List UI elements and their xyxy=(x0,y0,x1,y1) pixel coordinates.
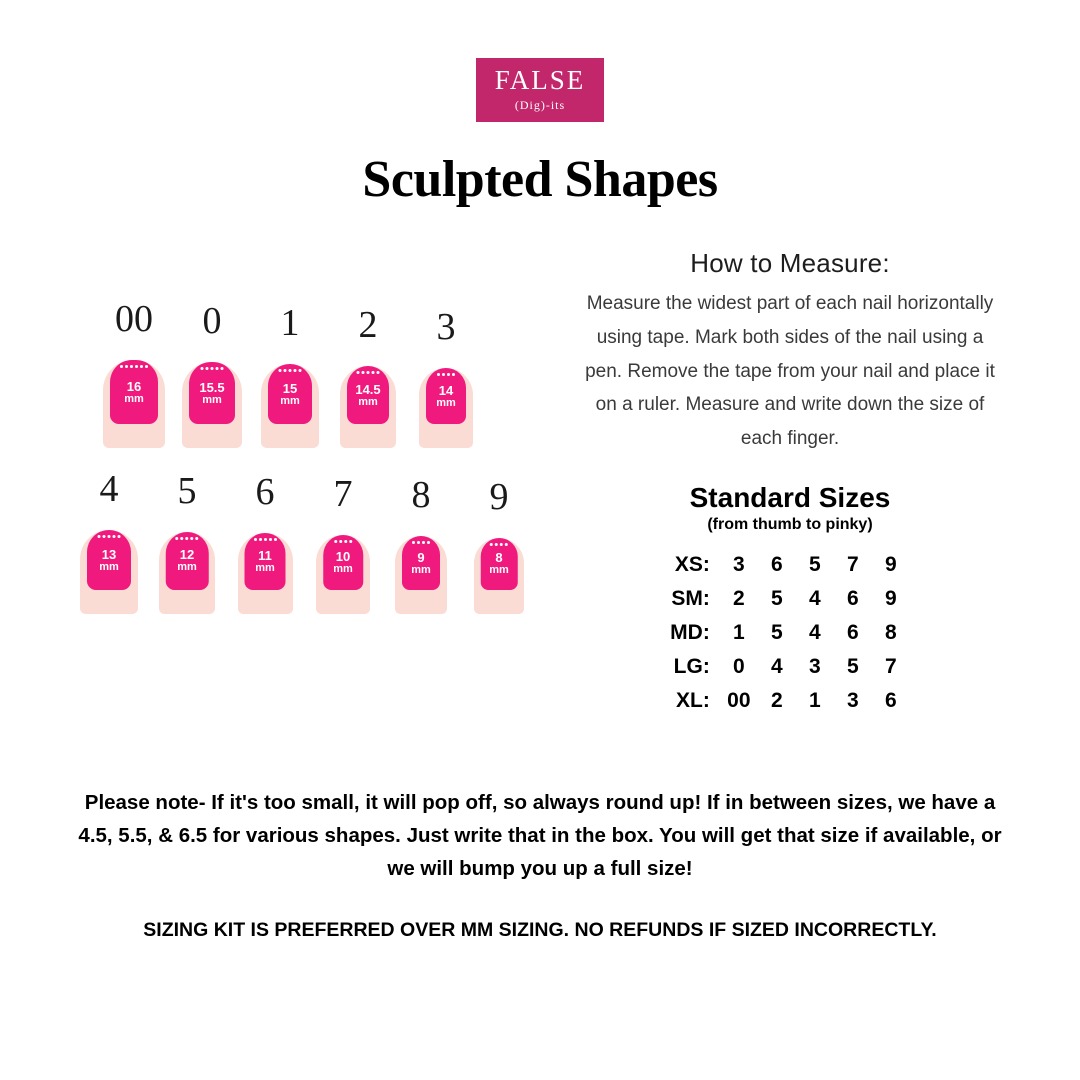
nail-size-cell xyxy=(95,300,173,448)
size-table-row xyxy=(670,582,910,616)
size-table-row xyxy=(670,650,910,684)
standard-sizes-table xyxy=(670,548,910,718)
size-table-value: 1 xyxy=(808,689,821,713)
nail-size-cell xyxy=(460,475,538,615)
cuticle-dots-icon xyxy=(437,373,455,376)
nail-size-cell xyxy=(304,472,382,615)
finger-illustration xyxy=(395,536,447,614)
nail-size-cell xyxy=(70,470,148,614)
nail-mm-value: 8 xyxy=(495,550,503,566)
finger-illustration xyxy=(103,360,165,448)
nail-mm-unit: mm xyxy=(436,396,456,409)
size-table-value: 2 xyxy=(770,689,783,713)
cuticle-dots-icon xyxy=(120,365,148,368)
nail-plate xyxy=(268,364,312,424)
nail-mm-value: 14 xyxy=(438,382,454,398)
nail-mm-value: 14.5 xyxy=(355,381,381,397)
nail-row-lower xyxy=(70,470,560,614)
size-table-value: 1 xyxy=(732,621,745,645)
cuticle-dots-icon xyxy=(98,535,121,538)
standard-sizes-subheading: (from thumb to pinky) xyxy=(707,516,873,534)
finger-illustration xyxy=(419,368,473,448)
size-table-value: 5 xyxy=(846,655,859,679)
size-table-value: 3 xyxy=(732,553,745,577)
nail-size-chart xyxy=(70,300,560,614)
page-title: Sculpted Shapes xyxy=(362,151,718,208)
finger-illustration xyxy=(261,364,319,448)
size-table-label: LG: xyxy=(673,655,710,679)
nail-size-number: 8 xyxy=(411,474,431,516)
nail-mm-unit: mm xyxy=(489,564,509,577)
nail-plate xyxy=(166,532,209,591)
size-table-row xyxy=(670,548,910,582)
nail-size-cell xyxy=(382,476,460,614)
size-table-value: 3 xyxy=(808,655,821,679)
size-table-value: 00 xyxy=(727,689,751,713)
logo-main-text: FALSE xyxy=(494,65,586,95)
finger-illustration xyxy=(182,362,242,448)
size-table-value: 4 xyxy=(770,655,783,679)
nail-mm-value: 13 xyxy=(101,546,117,562)
note-rounding: Please note- If it's too small, it will pop off, so always round up! If in between sizes, we have a 4.5, 5.5, & 6.5 for various shapes. Just write that in the box. You will get that size if available, or we will bump you up a full size! xyxy=(78,791,1002,881)
nail-size-cell xyxy=(226,473,304,614)
cuticle-dots-icon xyxy=(254,538,277,541)
nail-size-number: 4 xyxy=(99,468,119,510)
nail-size-number: 9 xyxy=(489,475,509,518)
nail-mm-value: 12 xyxy=(179,547,195,563)
size-table-value: 3 xyxy=(846,689,859,713)
nail-mm-unit: mm xyxy=(411,563,431,576)
cuticle-dots-icon xyxy=(176,537,199,540)
logo-sub-text: (Dig)-its xyxy=(514,98,566,112)
size-table-value: 0 xyxy=(732,655,745,679)
nail-plate xyxy=(189,362,235,424)
nail-mm-unit: mm xyxy=(255,562,275,574)
size-table-label: XS: xyxy=(674,553,710,577)
size-table-value: 4 xyxy=(808,587,821,611)
nail-plate xyxy=(87,530,131,590)
nail-mm-value: 11 xyxy=(258,548,272,563)
size-table-value: 9 xyxy=(884,587,897,611)
nail-plate xyxy=(481,538,518,591)
how-to-measure-heading: How to Measure: xyxy=(690,248,890,278)
nail-mm-value: 16 xyxy=(126,378,142,394)
nail-mm-unit: mm xyxy=(280,394,300,407)
size-table-value: 5 xyxy=(808,553,821,577)
nail-size-number: 6 xyxy=(255,471,275,513)
nail-row-upper xyxy=(95,300,560,448)
size-table-label: MD: xyxy=(670,621,710,645)
nail-size-number: 0 xyxy=(202,300,222,342)
finger-illustration xyxy=(474,538,525,615)
nail-size-number: 00 xyxy=(115,298,153,340)
size-table-value: 6 xyxy=(884,689,897,713)
nail-size-number: 3 xyxy=(436,306,456,348)
finger-illustration xyxy=(316,535,370,615)
nail-size-cell xyxy=(407,308,485,448)
finger-illustration xyxy=(340,366,396,448)
nail-size-cell xyxy=(148,469,226,615)
standard-sizes-heading: Standard Sizes xyxy=(689,482,891,514)
nail-mm-value: 15 xyxy=(282,380,298,396)
cuticle-dots-icon xyxy=(279,369,302,372)
brand-logo xyxy=(0,58,1080,122)
finger-illustration xyxy=(159,532,216,615)
finger-illustration xyxy=(238,533,293,614)
nail-size-number: 2 xyxy=(358,304,378,346)
size-table-label: XL: xyxy=(676,689,710,713)
size-table-value: 7 xyxy=(884,655,897,679)
logo-badge xyxy=(476,58,604,122)
size-table-label: SM: xyxy=(671,587,710,611)
nail-plate xyxy=(347,366,389,424)
nail-size-cell xyxy=(329,306,407,448)
nail-mm-unit: mm xyxy=(202,393,222,406)
info-panel xyxy=(570,248,1010,718)
size-table-row xyxy=(670,684,910,718)
how-to-measure-body: Measure the widest part of each nail horizontally using tape. Mark both sides of the nail using a pen. Remove the tape from your nail and place it on a ruler. Measure and write down the size of each finger. xyxy=(585,293,995,450)
nail-mm-unit: mm xyxy=(177,561,197,574)
nail-size-number: 7 xyxy=(333,472,353,515)
size-table-value: 9 xyxy=(884,553,897,577)
size-table-value: 2 xyxy=(732,587,745,611)
cuticle-dots-icon xyxy=(490,543,508,546)
nail-size-cell xyxy=(173,302,251,448)
nail-mm-unit: mm xyxy=(99,560,119,573)
size-table-value: 4 xyxy=(808,621,821,645)
cuticle-dots-icon xyxy=(412,541,430,544)
size-table-value: 6 xyxy=(846,587,859,611)
nail-mm-unit: mm xyxy=(333,562,353,575)
size-table-value: 7 xyxy=(846,553,859,577)
size-table-value: 6 xyxy=(770,553,783,577)
nail-mm-value: 9 xyxy=(417,549,425,565)
size-table-row xyxy=(670,616,910,650)
finger-illustration xyxy=(80,530,138,614)
size-table-value: 6 xyxy=(846,621,859,645)
nail-size-number: 5 xyxy=(177,469,197,512)
size-table-value: 8 xyxy=(884,621,897,645)
size-table-value: 5 xyxy=(770,587,783,611)
nail-mm-unit: mm xyxy=(124,392,144,405)
nail-plate xyxy=(402,536,440,590)
cuticle-dots-icon xyxy=(357,371,380,374)
nail-size-number: 1 xyxy=(280,302,300,344)
nail-mm-value: 15.5 xyxy=(199,379,225,395)
nail-mm-unit: mm xyxy=(358,395,378,408)
cuticle-dots-icon xyxy=(334,540,352,543)
nail-size-cell xyxy=(251,304,329,448)
nail-plate xyxy=(426,368,466,424)
nail-plate xyxy=(245,533,286,590)
note-sizing-kit: SIZING KIT IS PREFERRED OVER MM SIZING. NO REFUNDS IF SIZED INCORRECTLY. xyxy=(143,919,937,941)
nail-plate xyxy=(110,360,158,424)
cuticle-dots-icon xyxy=(201,367,224,370)
nail-mm-value: 10 xyxy=(335,548,351,564)
nail-plate xyxy=(323,535,363,591)
size-table-value: 5 xyxy=(770,621,783,645)
